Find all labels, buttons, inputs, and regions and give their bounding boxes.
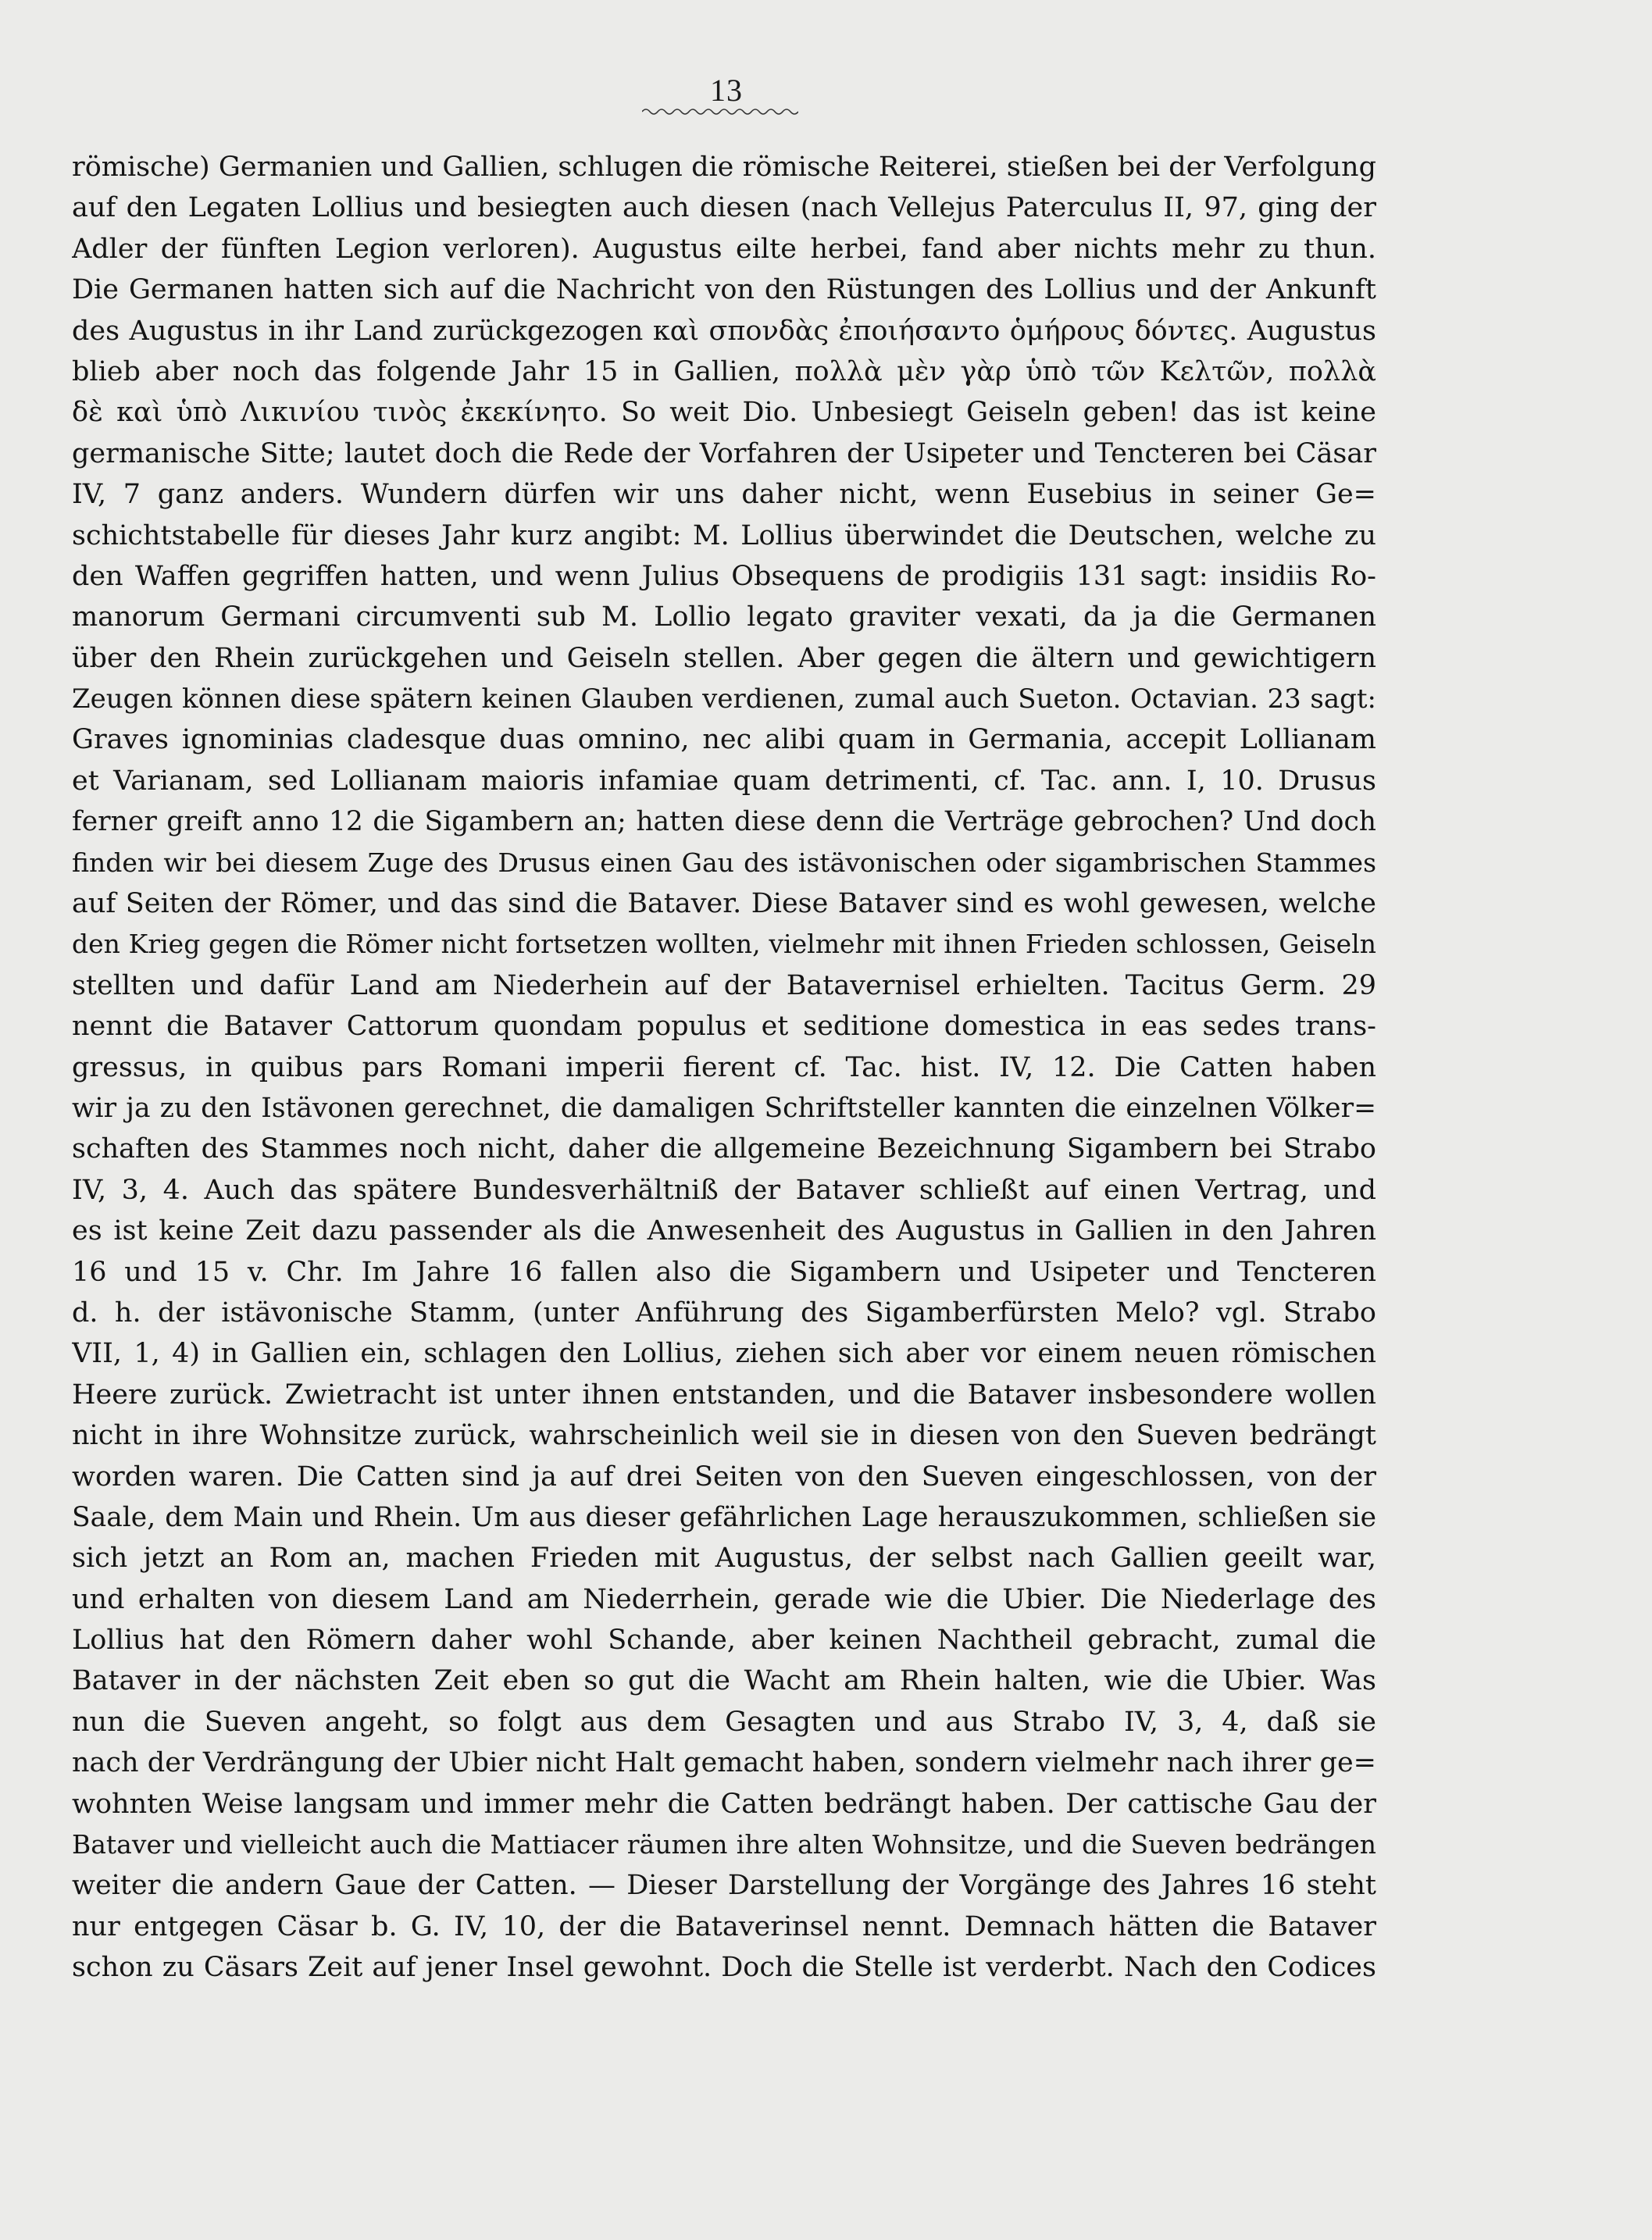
text-line: stellten und dafür Land am Niederhein auf der Batavernisel erhielten. Tacitus Germ. 29 — [72, 969, 1376, 1001]
body-text — [72, 147, 1376, 1989]
text-line: Heere zurück. Zwietracht ist unter ihnen entstanden, und die Bataver insbesondere wollen — [72, 1379, 1376, 1411]
text-line: den Krieg gegen die Römer nicht fortsetzen wollten, vielmehr mit ihnen Frieden schlossen, Geiseln — [72, 929, 1376, 960]
wavy-rule-ornament — [642, 106, 798, 117]
text-line: δὲ καὶ ὑπὸ Λικινίου τινὸς ἐκεκίνητο. So weit Dio. Unbesiegt Geiseln geben! das ist keine — [72, 397, 1376, 429]
text-line: weiter die andern Gaue der Catten. — Dieser Darstellung der Vorgänge des Jahres 16 steht — [72, 1870, 1376, 1902]
text-line: Lollius hat den Römern daher wohl Schande, aber keinen Nachtheil gebracht, zumal die — [72, 1625, 1376, 1657]
text-line: 16 und 15 v. Chr. Im Jahre 16 fallen also die Sigambern und Usipeter und Tencteren — [72, 1256, 1376, 1288]
text-line: Saale, dem Main und Rhein. Um aus dieser gefährlichen Lage herauszukommen, schließen sie — [72, 1501, 1376, 1533]
text-line: auf den Legaten Lollius und besiegten auch diesen (nach Vellejus Paterculus II, 97, ging der — [72, 192, 1376, 224]
text-line: Graves ignominias cladesque duas omnino, nec alibi quam in Germania, accepit Lollianam — [72, 724, 1376, 756]
text-line: über den Rhein zurückgehen und Geiseln stellen. Aber gegen die ältern und gewichtigern — [72, 642, 1376, 674]
text-line: ferner greift anno 12 die Sigambern an; hatten diese denn die Verträge gebrochen? Und doch — [72, 806, 1376, 838]
text-line: worden waren. Die Catten sind ja auf drei Seiten von den Sueven eingeschlossen, von der — [72, 1461, 1376, 1493]
text-line: römische) Germanien und Gallien, schlugen die römische Reiterei, stießen bei der Verfolgung — [72, 152, 1376, 183]
text-line: wohnten Weise langsam und immer mehr die Catten bedrängt haben. Der cattische Gau der — [72, 1788, 1376, 1820]
text-line: schon zu Cäsars Zeit auf jener Insel gewohnt. Doch die Stelle ist verderbt. Nach den Codices — [72, 1952, 1376, 1984]
text-line: Zeugen können diese spätern keinen Glauben verdienen, zumal auch Sueton. Octavian. 23 sagt: — [72, 683, 1376, 715]
text-line: schaften des Stammes noch nicht, daher die allgemeine Bezeichnung Sigambern bei Strabo — [72, 1133, 1376, 1165]
text-line: es ist keine Zeit dazu passender als die Anwesenheit des Augustus in Gallien in den Jahren — [72, 1215, 1376, 1247]
text-line: gressus, in quibus pars Romani imperii fierent cf. Tac. hist. IV, 12. Die Catten haben — [72, 1051, 1376, 1083]
text-line: nennt die Bataver Cattorum quondam populus et seditione domestica in eas sedes trans- — [72, 1011, 1376, 1043]
text-line: et Varianam, sed Lollianam maioris infamiae quam detrimenti, cf. Tac. ann. I, 10. Drusus — [72, 765, 1376, 797]
text-line: finden wir bei diesem Zuge des Drusus einen Gau des istävonischen oder sigambrischen Stammes — [72, 847, 1376, 878]
text-line: IV, 3, 4. Auch das spätere Bundesverhältniß der Bataver schließt auf einen Vertrag, und — [72, 1174, 1376, 1206]
text-line: germanische Sitte; lautet doch die Rede der Vorfahren der Usipeter und Tencteren bei Cäsar — [72, 437, 1376, 469]
text-line: nach der Verdrängung der Ubier nicht Halt gemacht haben, sondern vielmehr nach ihrer ge= — [72, 1747, 1376, 1779]
text-line: Die Germanen hatten sich auf die Nachricht von den Rüstungen des Lollius und der Ankunft — [72, 274, 1376, 306]
text-line: d. h. der istävonische Stamm, (unter Anführung des Sigamberfürsten Melo? vgl. Strabo — [72, 1297, 1376, 1329]
text-line: nicht in ihre Wohnsitze zurück, wahrscheinlich weil sie in diesen von den Sueven bedrängt — [72, 1420, 1376, 1452]
text-line: auf Seiten der Römer, und das sind die Bataver. Diese Bataver sind es wohl gewesen, welche — [72, 888, 1376, 920]
text-line: Bataver in der nächsten Zeit eben so gut die Wacht am Rhein halten, wie die Ubier. Was — [72, 1665, 1376, 1697]
text-line: nun die Sueven angeht, so folgt aus dem Gesagten und aus Strabo IV, 3, 4, daß sie — [72, 1706, 1376, 1738]
text-line: IV, 7 ganz anders. Wundern dürfen wir uns daher nicht, wenn Eusebius in seiner Ge= — [72, 479, 1376, 511]
text-line: manorum Germani circumventi sub M. Lollio legato graviter vexati, da ja die Germanen — [72, 601, 1376, 633]
text-line: des Augustus in ihr Land zurückgezogen καὶ σπονδὰς ἐποιήσαντο ὁμήρους δόντες. Augustus — [72, 315, 1376, 347]
text-line: schichtstabelle für dieses Jahr kurz angibt: M. Lollius überwindet die Deutschen, welche zu — [72, 519, 1376, 551]
text-line: VII, 1, 4) in Gallien ein, schlagen den Lollius, ziehen sich aber vor einem neuen römischen — [72, 1338, 1376, 1370]
text-line: den Waffen gegriffen hatten, und wenn Julius Obsequens de prodigiis 131 sagt: insidiis Ro- — [72, 560, 1376, 592]
text-line: Bataver und vielleicht auch die Mattiacer räumen ihre alten Wohnsitze, und die Sueven bedrängen — [72, 1829, 1376, 1860]
text-line: blieb aber noch das folgende Jahr 15 in Gallien, πολλὰ μὲν γὰρ ὑπὸ τῶν Κελτῶν, πολλὰ — [72, 355, 1376, 387]
text-line: sich jetzt an Rom an, machen Frieden mit Augustus, der selbst nach Gallien geeilt war, — [72, 1543, 1376, 1575]
page-number: 13 — [710, 73, 743, 108]
text-line: Adler der fünften Legion verloren). Augustus eilte herbei, fand aber nichts mehr zu thun. — [72, 233, 1376, 265]
text-line: nur entgegen Cäsar b. G. IV, 10, der die Bataverinsel nennt. Demnach hätten die Bataver — [72, 1910, 1376, 1942]
text-line: und erhalten von diesem Land am Niederrhein, gerade wie die Ubier. Die Niederlage des — [72, 1583, 1376, 1615]
text-line: wir ja zu den Istävonen gerechnet, die damaligen Schriftsteller kannten die einzelnen Völker= — [72, 1092, 1376, 1124]
